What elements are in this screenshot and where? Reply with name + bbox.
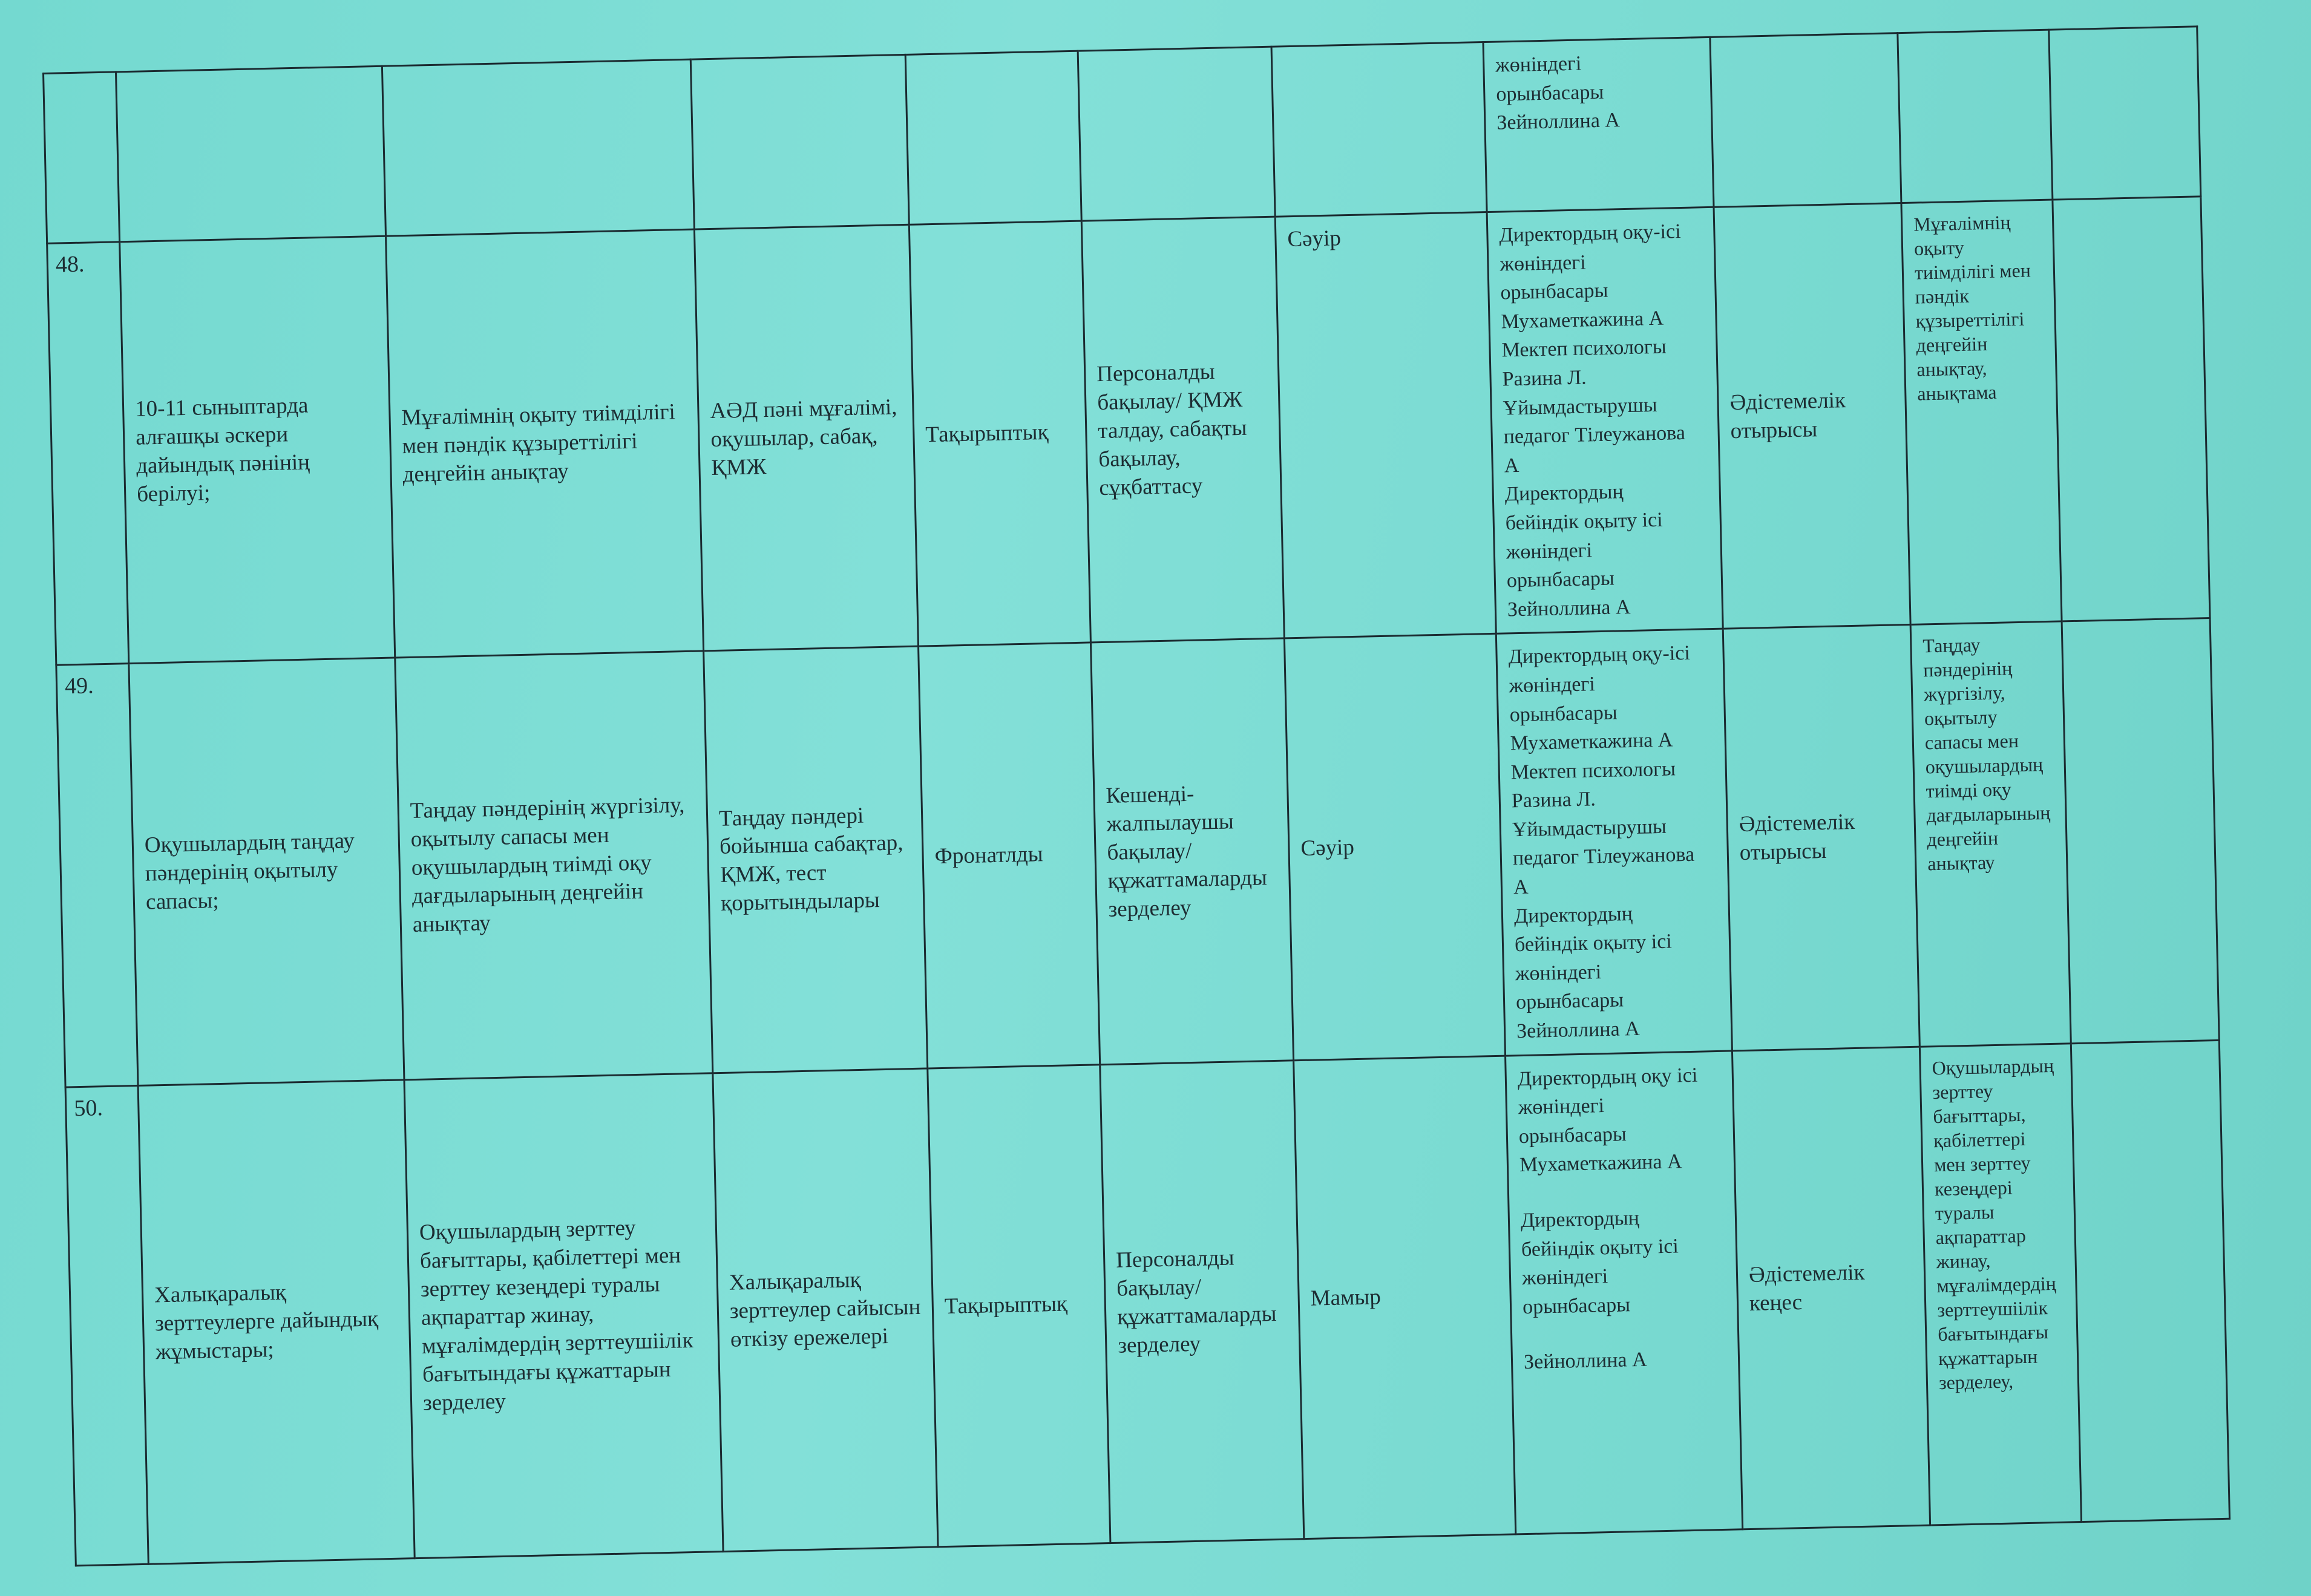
table-row bbox=[65, 1040, 2229, 1565]
review-place-cell: Әдістемелік отырысы bbox=[1714, 203, 1910, 629]
responsible-line: Ұйымдастырушы bbox=[1512, 815, 1667, 842]
responsible-line: Зейноллина А bbox=[1496, 109, 1621, 134]
control-date-cell bbox=[1271, 42, 1487, 217]
empty-cell bbox=[2053, 197, 2210, 621]
responsible-line: орынбасары bbox=[1518, 1123, 1627, 1148]
responsible-line: жөніндегі bbox=[1518, 1094, 1605, 1119]
control-topic-cell: 10-11 сыныптарда алғашқы әскери дайындық пәнінің берілуі; bbox=[120, 236, 395, 664]
control-topic-cell: Халықаралық зерттеулерге дайындық жұмыстары; bbox=[138, 1079, 415, 1563]
responsible-line: Зейноллина А bbox=[1516, 1017, 1641, 1043]
review-place-cell bbox=[1710, 33, 1901, 208]
control-method-cell: Персоналды бақылау/ ҚМЖ талдау, сабақты бақылау, сұқбаттасу bbox=[1081, 217, 1284, 643]
responsible-line: орынбасары bbox=[1509, 701, 1618, 726]
responsible-cell bbox=[1506, 1051, 1743, 1534]
responsible-line: А bbox=[1513, 875, 1529, 899]
responsible-line: Мектеп психологы bbox=[1501, 335, 1667, 362]
control-date-cell: Мамыр bbox=[1294, 1056, 1516, 1539]
table-row bbox=[56, 618, 2219, 1087]
responsible-line: жөніндегі bbox=[1509, 673, 1596, 698]
control-date-cell: Сәуір bbox=[1275, 212, 1496, 638]
responsible-line: Мектеп психологы bbox=[1510, 757, 1676, 784]
responsible-line: жөніндегі bbox=[1500, 251, 1586, 276]
responsible-line: Мухаметкажина А bbox=[1519, 1150, 1682, 1177]
empty-cell bbox=[2049, 27, 2201, 200]
responsible-line: Ұйымдастырушы bbox=[1503, 393, 1657, 420]
responsible-line: бейіндік оқыту ісі bbox=[1514, 930, 1673, 957]
control-goal-cell: Оқушылардың зерттеу бағыттары, қабілеттері мен зерттеу кезеңдері туралы ақпараттар жинау, мұғалімдердің зерттеушіілік бағытындағы құжаттарын зерделеу bbox=[404, 1073, 723, 1558]
control-object-cell bbox=[690, 54, 909, 229]
result-cell: Оқушылардың зерттеу бағыттары, қабілеттері мен зерттеу кезеңдері туралы ақпараттар жинау, мұғалімдердің зерттеушіілік бағытындағы құжаттарын зерделеу, bbox=[1919, 1043, 2081, 1525]
result-cell bbox=[1898, 30, 2053, 203]
control-method-cell: Персоналды бақылау/ құжаттамаларды зерделеу bbox=[1100, 1060, 1304, 1543]
table-row bbox=[47, 197, 2210, 666]
control-object-cell: Таңдау пәндері бойынша сабақтар, ҚМЖ, тест қорытындылары bbox=[704, 646, 928, 1073]
responsible-cell bbox=[1483, 37, 1714, 212]
row-number-cell: 50. bbox=[65, 1085, 148, 1565]
control-goal-cell: Таңдау пәндерінің жүргізілу, оқытылу сапасы мен оқушылардың тиімді оқу дағдыларының деңгейін анықтау bbox=[395, 651, 713, 1079]
responsible-line: Директордың bbox=[1504, 480, 1624, 506]
responsible-line: Директордың bbox=[1513, 902, 1633, 927]
review-place-cell: Әдістемелік отырысы bbox=[1723, 625, 1919, 1051]
control-type-cell: Тақырыптық bbox=[909, 221, 1090, 646]
responsible-line bbox=[1523, 1317, 1727, 1348]
control-topic-cell: Оқушылардың таңдау пәндерінің оқытылу сапасы; bbox=[129, 658, 404, 1085]
empty-cell bbox=[2071, 1040, 2229, 1522]
control-method-cell bbox=[1078, 47, 1275, 221]
responsible-line: Разина Л. bbox=[1502, 366, 1587, 391]
responsible-line bbox=[1520, 1176, 1724, 1206]
responsible-line: орынбасары bbox=[1495, 80, 1604, 106]
control-method-cell: Кешенді-жалпылаушы бақылау/ құжаттамаларды зерделеу bbox=[1090, 638, 1293, 1064]
responsible-line: жөніндегі bbox=[1506, 538, 1593, 563]
responsible-line: орынбасары bbox=[1506, 567, 1615, 592]
responsible-line: А bbox=[1504, 454, 1519, 477]
responsible-cell bbox=[1487, 207, 1723, 633]
responsible-line: Разина Л. bbox=[1511, 788, 1596, 813]
table-body bbox=[44, 27, 2230, 1566]
responsible-line: орынбасары bbox=[1515, 989, 1624, 1014]
result-cell: Таңдау пәндерінің жүргізілу, оқытылу сапасы мен оқушылардың тиімді оқу дағдыларының деңгейін анықтау bbox=[1910, 621, 2071, 1047]
responsible-line: Директордың bbox=[1520, 1206, 1640, 1232]
responsible-line: Зейноллина А bbox=[1523, 1349, 1647, 1374]
responsible-line: орынбасары bbox=[1500, 279, 1608, 304]
responsible-line: бейіндік оқыту ісі bbox=[1505, 508, 1663, 535]
row-number-cell bbox=[44, 72, 120, 244]
control-type-cell: Фронатлды bbox=[919, 643, 1100, 1068]
control-object-cell: Халықаралық зерттеулер сайысын өткізу ережелері bbox=[713, 1068, 938, 1552]
responsible-line: Директордың оқу ісі bbox=[1517, 1064, 1698, 1090]
control-topic-cell bbox=[116, 66, 386, 242]
responsible-cell bbox=[1496, 629, 1732, 1055]
result-cell: Мұғалімнің оқыту тиімділігі мен пәндік құзыреттілігі деңгейін анықтау, анықтама bbox=[1901, 200, 2062, 625]
control-goal-cell bbox=[382, 59, 694, 236]
control-object-cell: АӘД пәні мұғалімі, оқушылар, сабақ, ҚМЖ bbox=[694, 224, 918, 651]
responsible-line: жөніндегі bbox=[1521, 1265, 1608, 1290]
row-number-cell: 48. bbox=[47, 242, 129, 666]
responsible-line: Мухаметкажина А bbox=[1501, 307, 1664, 333]
control-type-cell bbox=[905, 51, 1081, 224]
row-number-cell: 49. bbox=[56, 664, 138, 1087]
responsible-line: педагог Тілеужанова bbox=[1512, 843, 1695, 870]
control-date-cell: Сәуір bbox=[1284, 634, 1505, 1061]
responsible-line: педагог Тілеужанова bbox=[1503, 422, 1686, 448]
responsible-line: Директордың оқу-ісі bbox=[1499, 220, 1681, 247]
responsible-line: Зейноллина А bbox=[1507, 595, 1631, 621]
review-place-cell: Әдістемелік кеңес bbox=[1732, 1047, 1930, 1529]
responsible-line: жөніндегі bbox=[1495, 52, 1582, 77]
control-goal-cell: Мұғалімнің оқыту тиімділігі мен пәндік құзыреттілігі деңгейін анықтау bbox=[386, 229, 704, 658]
control-plan-table bbox=[42, 25, 2231, 1566]
responsible-line: Директордың оқу-ісі bbox=[1508, 642, 1691, 669]
responsible-line: Мухаметкажина А bbox=[1510, 728, 1673, 755]
control-type-cell: Тақырыптық bbox=[928, 1064, 1110, 1546]
responsible-line: жөніндегі bbox=[1515, 961, 1602, 986]
empty-cell bbox=[2062, 618, 2219, 1043]
responsible-line: бейіндік оқыту ісі bbox=[1521, 1235, 1679, 1261]
responsible-line: орынбасары bbox=[1522, 1293, 1631, 1318]
plan-table-wrapper bbox=[42, 25, 2228, 1548]
